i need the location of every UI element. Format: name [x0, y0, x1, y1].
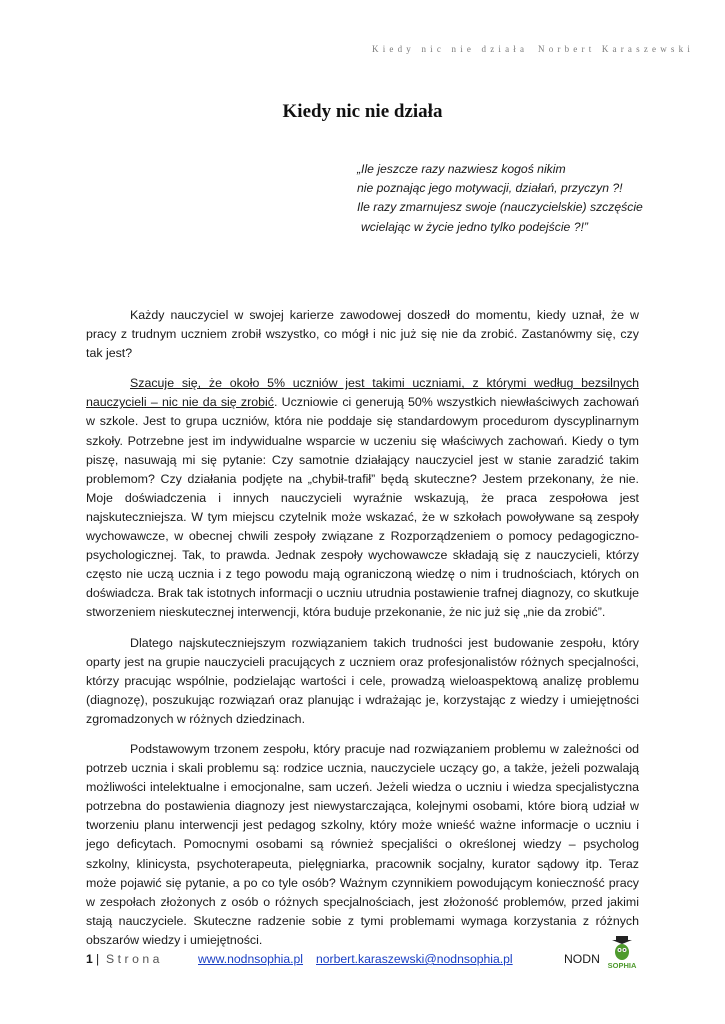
- paragraph: Dlatego najskuteczniejszym rozwiązaniem takich trudności jest budowanie zespołu, który oparty jest na grupie nauczycieli pracujących z uczniem oraz profesjonalistów różnych specjalności, którzy pracując wspólnie, podzielając wartości i cele, prowadzą wieloaspektową analizę problemu (diagnozę), poszukując rozwiązań oraz planując i wdrażając je, korzystając z wiedzy i umiejętności zgromadzonych w różnych dziedzinach.: [86, 635, 639, 726]
- epigraph-quote: [357, 160, 657, 237]
- quote-line: wcielając w życie jedno tylko podejście ?!”: [361, 219, 588, 234]
- quote-line: Ile razy zmarnujesz swoje (nauczycielskie) szczęście: [357, 200, 643, 215]
- quote-line: „Ile jeszcze razy nazwiesz kogoś nikim: [357, 162, 566, 176]
- footer-separator: |: [96, 952, 100, 966]
- logo-text: SOPHIA: [607, 961, 637, 970]
- paragraph: Każdy nauczyciel w swojej karierze zawodowej doszedł do momentu, kiedy uznał, że w pracy z trudnym uczniem zrobił wszystko, co mógł i nic już się nie da zrobić. Zastanówmy się, czy tak jest?: [86, 308, 639, 361]
- header-title: Kiedy nic nie działa: [372, 44, 529, 54]
- page-label: Strona: [106, 952, 163, 966]
- email-link[interactable]: norbert.karaszewski@nodnsophia.pl: [316, 952, 513, 966]
- document-title: Kiedy nic nie działa: [282, 101, 443, 122]
- document-body: [86, 306, 639, 961]
- paragraph: [86, 374, 639, 622]
- header-author: Norbert Karaszewski: [538, 44, 695, 54]
- quote-line: nie poznając jego motywacji, działań, przyczyn ?!: [357, 181, 623, 196]
- page-number: 1: [86, 952, 93, 966]
- page-footer: [86, 950, 646, 970]
- website-link[interactable]: www.nodnsophia.pl: [198, 952, 304, 966]
- paragraph: Podstawowym trzonem zespołu, który pracuje nad rozwiązaniem problemu w zależności od potrzeb ucznia i skali problemu są: rodzice ucznia, nauczyciele uczący go, a także, jeżeli pozwalają możliwości intelektualne i emocjonalne, sam uczeń. Jeżeli wiedza o uczniu i wiedza specjalistyczna potrzebna do postawienia diagnozy jest niewystarczająca, kolejnymi osobami, które biorą udział w tworzeniu planu interwencji jest pedagog szkolny, który może wnieść ważne informacje o uczniu i jego deficytach. Pomocnymi osobami są również specjaliści o określonej wiedzy – psycholog szkolny, klinicysta, psychoterapeuta, pielęgniarka, pracownik socjalny, kurator sądowy itp. Teraz może pojawić się pytanie, a po co tyle osób? Ważnym czynnikiem powodującym konieczność pracy w zespołach złożonych z osób o różnych specjalnościach, jest złożoność problemów, przed jakimi stają nauczyciele. Skuteczne radzenie sobie z tymi problemami wymaga korzystania z różnych obszarów wiedzy i umiejętności.: [86, 741, 639, 947]
- running-header: [0, 44, 725, 58]
- underlined-statement: Szacuje się, że około 5% uczniów jest takimi uczniami, z którymi według bezsilnych nauczycieli – nic nie da się zrobić: [86, 376, 639, 410]
- org-name: NODN: [564, 952, 600, 966]
- sophia-owl-logo: [602, 936, 642, 970]
- paragraph-text: . Uczniowie ci generują 50% wszystkich niewłaściwych zachowań w szkole. Jest to grupa uczniów, która nie poddaje się standardowym procedurom dyscyplinarnym szkoły. Potrzebne jest im indywidualne wsparcie w uczeniu się właściwych zachowań. Kiedy o tym piszę, nasuwają mi się pytanie: Czy samotnie działający nauczyciel jest w stanie zaradzić takim problemom? Czy działania podjęte na „chybił-trafił” będą skuteczne? Jestem przekonany, że nie. Moje doświadczenia i innych nauczycieli wyraźnie wskazują, że praca zespołowa jest najskuteczniejsza. W tym miejscu czytelnik może wskazać, że w szkołach powoływane są zespoły wychowawcze, w obecnej chwili zespoły związane z Rozporządzeniem o pomocy pedagogiczno-psychologicznej. Tak, to prawda. Jednak zespoły wychowawcze składają się z nauczycieli, którzy często nie uczą ucznia i z tego powodu mają ograniczoną wiedzę o nim i trudnościach, których on doświadcza. Brak tak istotnych informacji o uczniu utrudnia postawienie trafnej diagnozy, co skutkuje stworzeniem nieskutecznej interwencji, która buduje przekonanie, że nic już się „nie da zrobić”.: [86, 395, 640, 620]
